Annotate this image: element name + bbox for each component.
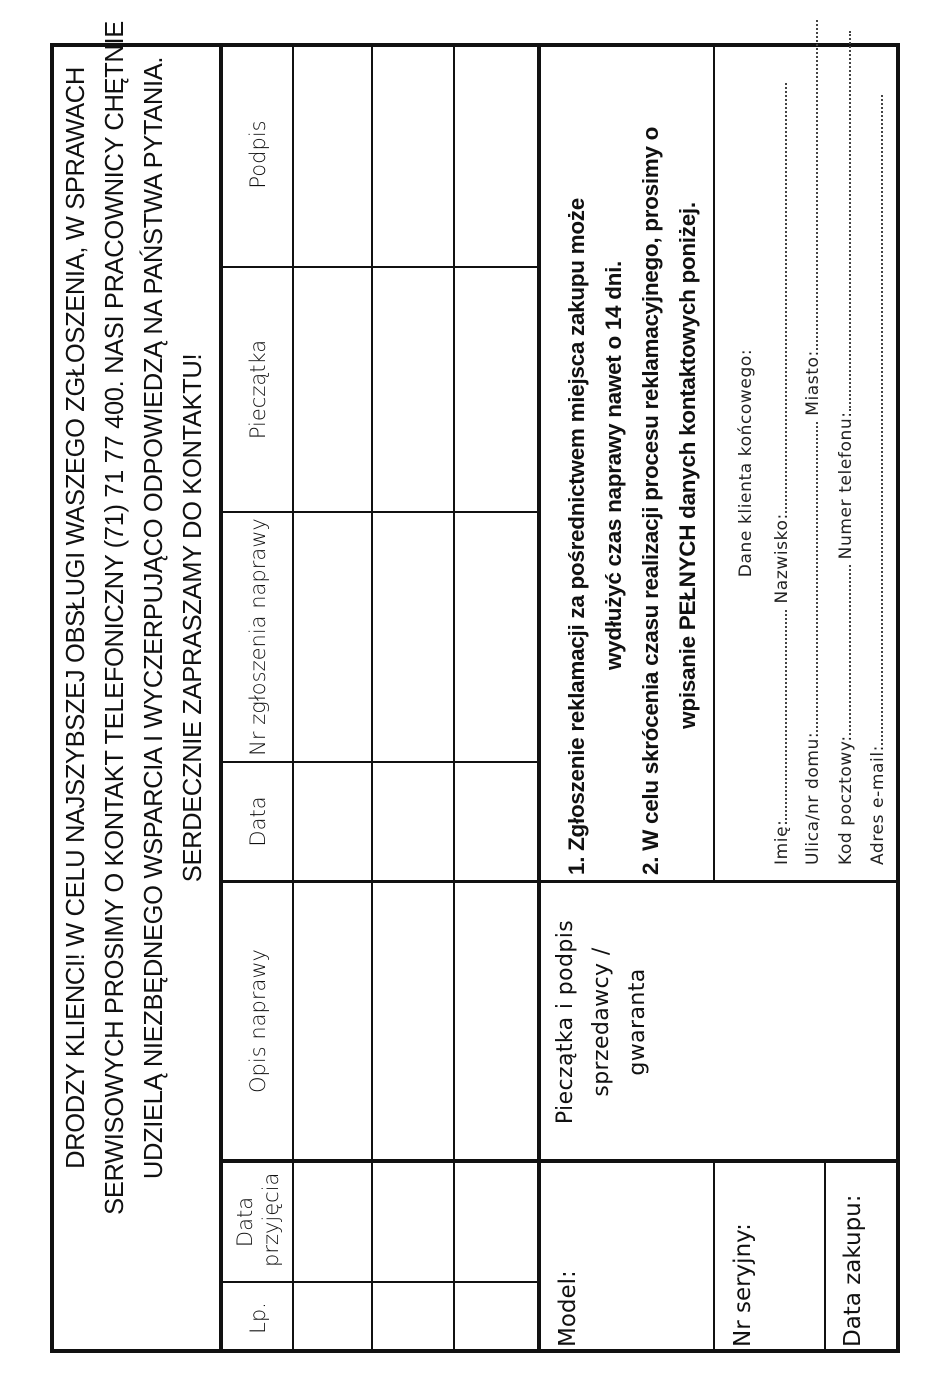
last-name-label: Nazwisko: <box>772 513 792 604</box>
street-field[interactable] <box>801 422 818 732</box>
info-block <box>542 48 722 883</box>
serial-number-label: Nr seryjny: <box>730 1223 756 1347</box>
divider <box>537 43 541 1353</box>
header-nr-zgloszenia: Nr zgłoszenia naprawy <box>245 518 270 756</box>
info-line-2b-start: wpisanie <box>675 630 700 729</box>
divider <box>824 1163 826 1353</box>
seller-stamp-label <box>548 891 656 1153</box>
email-label: Adres e-mail: <box>868 744 888 865</box>
city-label: Miasto: <box>803 350 823 416</box>
info-line-2b-bold: PEŁNYCH <box>675 524 700 631</box>
phone-field[interactable] <box>834 31 851 411</box>
divider <box>537 1159 900 1163</box>
contact-postal-line <box>834 31 856 865</box>
city-field[interactable] <box>801 20 818 350</box>
contact-section <box>730 43 900 883</box>
table-row[interactable] <box>373 43 453 1353</box>
header-data-przyjecia-text: Data przyjęcia <box>232 1172 283 1267</box>
header-podpis: Podpis <box>245 120 270 189</box>
info-line-2b-end: danych kontaktowych poniżej. <box>675 202 700 525</box>
header-pieczatka: Pieczątka <box>245 339 270 440</box>
street-label: Ulica/nr domu: <box>803 731 823 865</box>
header-opis-naprawy: Opis naprawy <box>245 949 270 1093</box>
last-name-field[interactable] <box>770 83 787 513</box>
contact-name-line <box>770 83 792 865</box>
divider <box>713 1163 715 1353</box>
postal-label: Kod pocztowy: <box>836 735 856 865</box>
header-data: Data <box>245 796 270 847</box>
contact-address-line <box>801 20 823 865</box>
first-name-field[interactable] <box>770 610 787 820</box>
warranty-card <box>50 21 900 1353</box>
info-line-1a: 1. Zgłoszenie reklamacji za pośrednictwem miejsca zakupu może <box>564 198 589 875</box>
email-field[interactable] <box>866 95 883 745</box>
contact-email-line <box>866 95 888 865</box>
table-row[interactable] <box>294 43 371 1353</box>
notice-line-4: SERDECZNIE ZAPRASZAMY DO KONTAKTU! <box>179 353 207 883</box>
info-line-2a: 2. W celu skrócenia czasu realizacji procesu reklamacyjnego, prosimy o <box>638 126 663 875</box>
table-row[interactable] <box>455 43 537 1353</box>
postal-field[interactable] <box>834 565 851 735</box>
notice-line-3: UDZIELĄ NIEZBĘDNEGO WSPARCIA I WYCZERPUJĄCO ODPOWIEDZĄ NA PAŃSTWA PYTANIA. <box>140 56 168 1180</box>
contact-title: Dane klienta końcowego: <box>736 348 756 578</box>
seller-stamp-text: Pieczątka i podpis sprzedawcy / gwaranta <box>553 919 650 1125</box>
model-label: Model: <box>555 1270 581 1347</box>
first-name-label: Imię: <box>772 819 792 865</box>
phone-label: Numer telefonu: <box>836 411 856 560</box>
customer-notice <box>60 21 210 1215</box>
purchase-date-label: Data zakupu: <box>840 1194 866 1347</box>
header-data-przyjecia-label <box>223 1163 292 1281</box>
info-line-2b <box>669 48 706 883</box>
notice-line-1: DRODZY KLIENCI! W CELU NAJSZYBSZEJ OBSŁUGI WASZEGO ZGŁOSZENIA, W SPRAWACH <box>62 67 90 1169</box>
info-line-1b: wydłużyć czas naprawy nawet o 14 dni. <box>601 260 626 671</box>
notice-line-2: SERWISOWYCH PROSIMY O KONTAKT TELEFONICZNY (71) 71 77 400. NASI PRACOWNICY CHĘTNIE <box>101 21 129 1215</box>
header-lp: Lp. <box>245 1302 270 1334</box>
